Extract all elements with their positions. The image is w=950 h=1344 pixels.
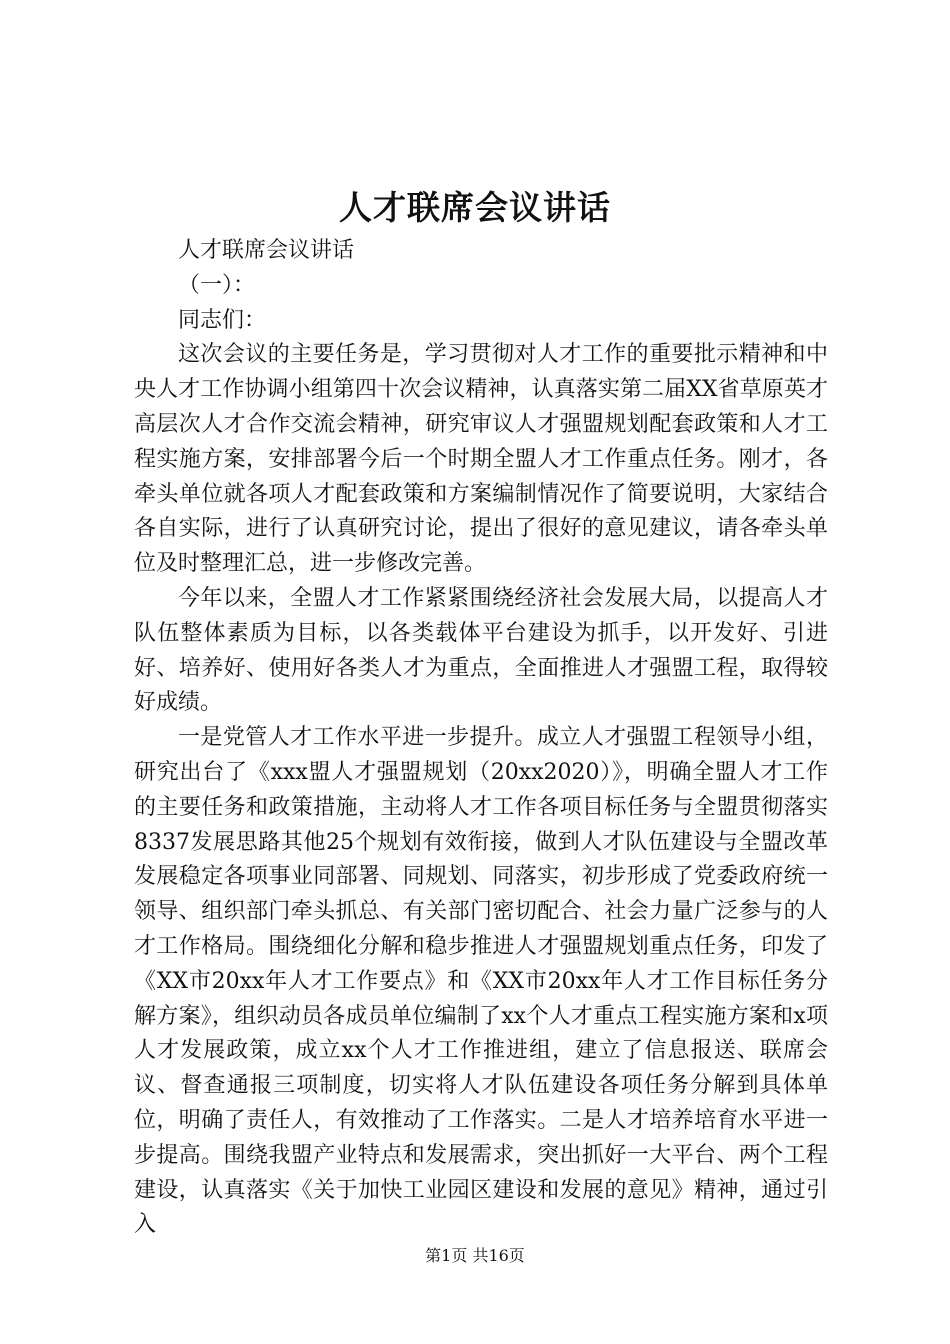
section-heading: （一）： xyxy=(178,272,256,298)
paragraph-1: 这次会议的主要任务是，学习贯彻对人才工作的重要批示精神和中央人才工作协调小组第四十次会议精神，认真落实第二届XX省草原英才高层次人才合作交流会精神，研究审议人才强盟规划配套政策和人才工程实施方案，安排部署今后一个时期全盟人才工作重点任务。刚才，各牵头单位就各项人才配套政策和方案编制情况作了简要说明，大家结合各自实际，进行了认真研究讨论，提出了很好的意见建议，请各牵头单位及时整理汇总，进一步修改完善。 xyxy=(134,342,828,577)
salutation: 同志们： xyxy=(178,307,267,333)
page-number-footer: 第1页 共16页 xyxy=(425,1246,525,1265)
paragraph-3: 一是党管人才工作水平进一步提升。成立人才强盟工程领导小组，研究出台了《xxx盟人才强盟规划（20xx2020）》，明确全盟人才工作的主要任务和政策措施，主动将人才工作各项目标任务与全盟贯彻落实8337发展思路其他25个规划有效衔接，做到人才队伍建设与全盟改革发展稳定各项事业同部署、同规划、同落实，初步形成了党委政府统一领导、组织部门牵头抓总、有关部门密切配合、社会力量广泛参与的人才工作格局。围绕细化分解和稳步推进人才强盟规划重点任务，印发了《XX市20xx年人才工作要点》和《XX市20xx年人才工作目标任务分解方案》，组织动员各成员单位编制了xx个人才重点工程实施方案和x项人才发展政策，成立xx个人才工作推进组，建立了信息报送、联席会议、督查通报三项制度，切实将人才队伍建设各项任务分解到具体单位，明确了责任人，有效推动了工作落实。二是人才培养培育水平进一步提高。围绕我盟产业特点和发展需求，突出抓好一大平台、两个工程建设，认真落实《关于加快工业园区建设和发展的意见》精神，通过引入 xyxy=(134,725,828,1238)
document-title: 人才联席会议讲话 xyxy=(339,188,611,227)
document-body xyxy=(134,234,828,1243)
document-subtitle: 人才联席会议讲话 xyxy=(178,238,355,263)
paragraph-2: 今年以来，全盟人才工作紧紧围绕经济社会发展大局，以提高人才队伍整体素质为目标，以各类载体平台建设为抓手，以开发好、引进好、培养好、使用好各类人才为重点，全面推进人才强盟工程，取得较好成绩。 xyxy=(134,585,828,716)
